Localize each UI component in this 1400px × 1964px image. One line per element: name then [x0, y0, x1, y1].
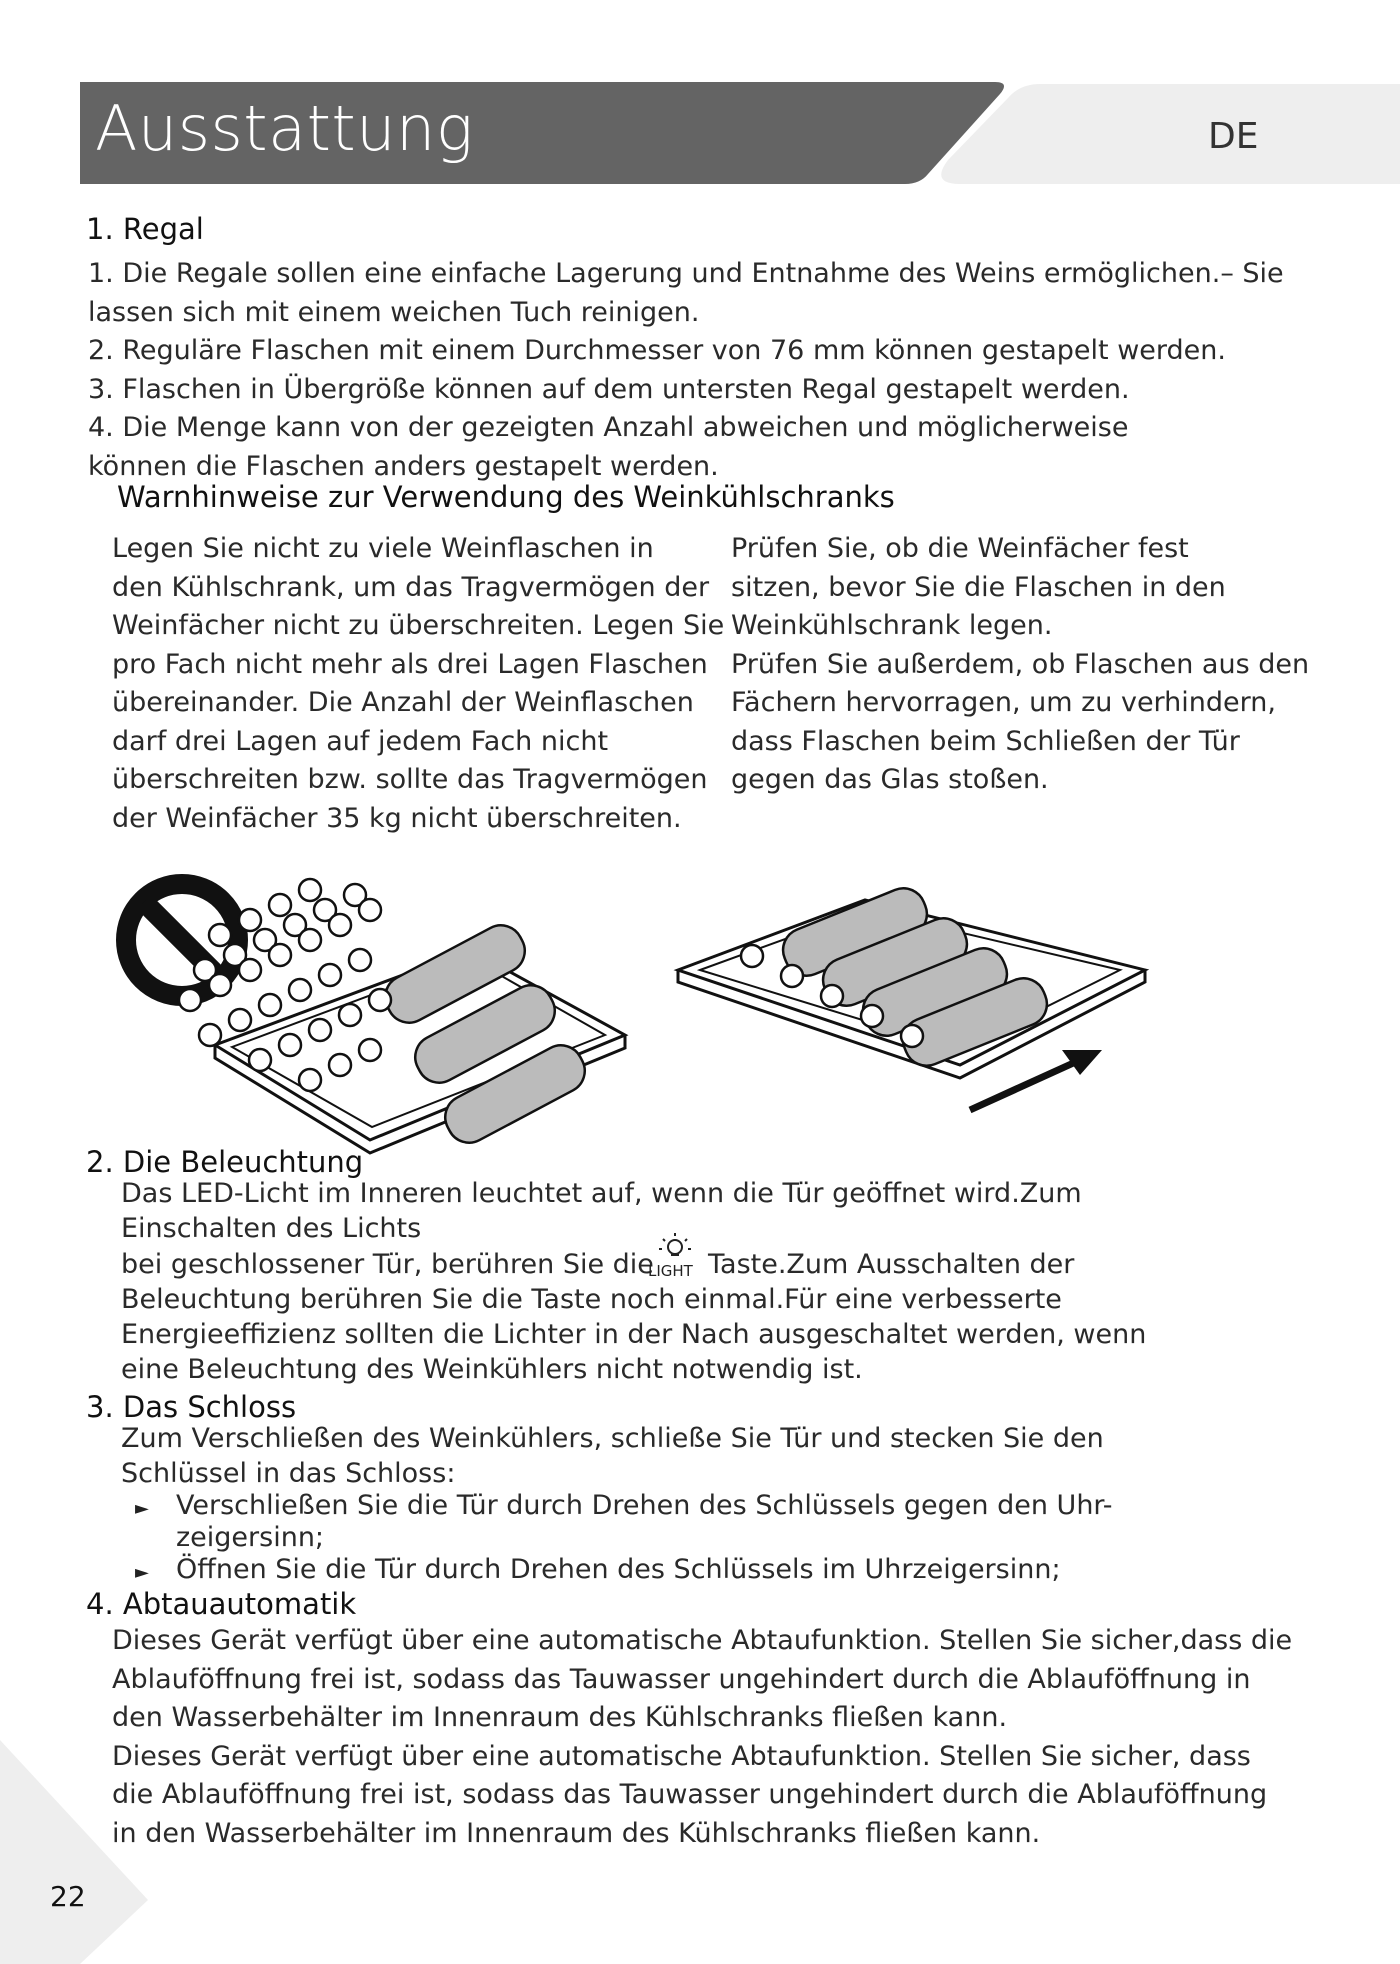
- warning-line: Prüfen Sie außerdem, ob Flaschen aus den: [731, 648, 1310, 680]
- beleuchtung-line: Einschalten des Lichts: [121, 1213, 422, 1244]
- regal-line: lassen sich mit einem weichen Tuch reinigen.: [88, 296, 700, 328]
- bullet-triangle-icon: ►: [135, 1498, 149, 1519]
- warning-line: Weinfächer nicht zu überschreiten. Legen Sie: [112, 610, 725, 641]
- warning-line: überschreiten bzw. sollte das Tragvermögen: [112, 764, 708, 795]
- light-icon-label: LIGHT: [648, 1262, 693, 1280]
- regal-line: 1. Die Regale sollen eine einfache Lagerung und Entnahme des Weins ermöglichen.– Sie: [88, 258, 1284, 289]
- warning-line: sitzen, bevor Sie die Flaschen in den: [731, 571, 1226, 603]
- abtau-line: Ablauföffnung frei ist, sodass das Tauwasser ungehindert durch die Ablauföffnung in: [112, 1663, 1251, 1695]
- regal-line: 2. Reguläre Flaschen mit einem Durchmesser von 76 mm können gestapelt werden.: [88, 335, 1226, 366]
- warning-heading: Warnhinweise zur Verwendung des Weinkühlschranks: [117, 480, 895, 514]
- warning-line: Legen Sie nicht zu viele Weinflaschen in: [112, 533, 654, 564]
- schloss-bullet-line: zeigersinn;: [176, 1522, 325, 1553]
- schloss-line: Schlüssel in das Schloss:: [121, 1458, 456, 1489]
- beleuchtung-line: Energieeffizienz sollten die Lichter in der Nach ausgeschaltet werden, wenn: [121, 1319, 1147, 1350]
- bullet-triangle-icon: ►: [135, 1562, 149, 1583]
- beleuchtung-line: Beleuchtung berühren Sie die Taste noch einmal.Für eine verbesserte: [121, 1284, 1062, 1315]
- warning-line: gegen das Glas stoßen.: [731, 764, 1049, 795]
- abtau-text: [112, 1622, 1292, 1853]
- abtau-line: Dieses Gerät verfügt über eine automatische Abtaufunktion. Stellen Sie sicher,dass die: [112, 1625, 1293, 1656]
- schloss-line: Zum Verschließen des Weinkühlers, schließe Sie Tür und stecken Sie den: [121, 1423, 1104, 1454]
- beleuchtung-line: eine Beleuchtung des Weinkühlers nicht notwendig ist.: [121, 1354, 863, 1385]
- abtau-line: den Wasserbehälter im Innenraum des Kühlschranks fließen kann.: [112, 1702, 1008, 1733]
- beleuchtung-line: bei geschlossener Tür, berühren Sie die: [121, 1249, 654, 1280]
- regal-line: 3. Flaschen in Übergröße können auf dem untersten Regal gestapelt werden.: [88, 373, 1130, 405]
- warning-line: dass Flaschen beim Schließen der Tür: [731, 725, 1240, 757]
- warning-line: der Weinfächer 35 kg nicht überschreiten.: [112, 802, 682, 834]
- regal-line: 4. Die Menge kann von der gezeigten Anzahl abweichen und möglicherweise: [88, 412, 1129, 443]
- correct-shelf-illustration: [670, 860, 1150, 1130]
- abtau-line: die Ablauföffnung frei ist, sodass das Tauwasser ungehindert durch die Ablauföffnung: [112, 1779, 1268, 1810]
- beleuchtung-line: Das LED-Licht im Inneren leuchtet auf, wenn die Tür geöffnet wird.Zum: [121, 1178, 1082, 1209]
- section-heading-regal: 1. Regal: [86, 212, 204, 246]
- page-title: Ausstattung: [95, 92, 474, 165]
- warning-line: den Kühlschrank, um das Tragvermögen der: [112, 571, 710, 603]
- insert-arrow-icon: [970, 1050, 1102, 1110]
- overstacked-shelf-illustration: [110, 840, 630, 1155]
- section-heading-schloss: 3. Das Schloss: [86, 1390, 297, 1424]
- regal-line: können die Flaschen anders gestapelt werden.: [88, 450, 719, 482]
- section-heading-beleuchtung: 2. Die Beleuchtung: [86, 1145, 364, 1179]
- regal-text: [88, 255, 1284, 486]
- abtau-line: in den Wasserbehälter im Innenraum des Kühlschranks fließen kann.: [112, 1817, 1041, 1849]
- schloss-bullet-line: Verschließen Sie die Tür durch Drehen des Schlüssels gegen den Uhr-: [176, 1490, 1113, 1521]
- warning-left-column: [112, 530, 724, 838]
- header-right-shape: [941, 84, 1400, 184]
- abtau-line: Dieses Gerät verfügt über eine automatische Abtaufunktion. Stellen Sie sicher, dass: [112, 1740, 1251, 1772]
- warning-line: übereinander. Die Anzahl der Weinflaschen: [112, 687, 694, 718]
- warning-line: pro Fach nicht mehr als drei Lagen Flaschen: [112, 648, 708, 680]
- light-button-icon: [646, 1230, 704, 1282]
- section-heading-abtauautomatik: 4. Abtauautomatik: [86, 1587, 357, 1621]
- page-number: 22: [50, 1880, 86, 1913]
- warning-line: Prüfen Sie, ob die Weinfächer fest: [731, 533, 1189, 564]
- schloss-bullet-line: Öffnen Sie die Tür durch Drehen des Schlüssels im Uhrzeigersinn;: [176, 1554, 1061, 1585]
- warning-line: Weinkühlschrank legen.: [731, 610, 1053, 641]
- warning-right-column: [731, 530, 1309, 800]
- warning-line: darf drei Lagen auf jedem Fach nicht: [112, 725, 609, 757]
- beleuchtung-line: Taste.Zum Ausschalten der: [708, 1249, 1075, 1280]
- warning-line: Fächern hervorragen, um zu verhindern,: [731, 687, 1276, 718]
- language-label: DE: [1208, 116, 1259, 157]
